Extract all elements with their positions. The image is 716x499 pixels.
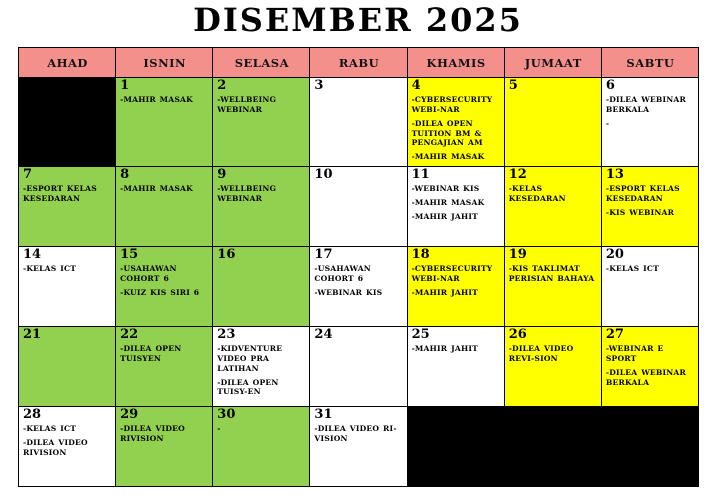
event-label: -DILEA OPEN TUISY-EN xyxy=(217,377,279,397)
day-cell-5 xyxy=(504,78,601,167)
day-number: 16 xyxy=(217,247,236,263)
day-cell-27 xyxy=(601,327,698,407)
day-number: 29 xyxy=(120,407,139,423)
day-cell-2 xyxy=(213,78,310,167)
day-number: 2 xyxy=(217,78,227,93)
day-cell-30 xyxy=(213,407,310,487)
event-label: -WEBINAR KIS xyxy=(411,184,480,194)
event-label: -WELLBEING WEBINAR xyxy=(217,94,277,114)
event-label: -DILEA VIDEO REVI-SION xyxy=(508,344,574,363)
event-label: -USAHAWAN COHORT 6 xyxy=(120,264,177,283)
event-label: -DILEA WEBINAR BERKALA xyxy=(605,94,687,114)
day-number: 15 xyxy=(120,247,139,263)
day-number: 24 xyxy=(314,327,333,343)
day-number: 7 xyxy=(23,167,33,183)
event-label: -WEBINAR E SPORT xyxy=(605,344,664,363)
empty-cell xyxy=(407,407,504,487)
day-number: 17 xyxy=(314,247,333,263)
event-label: - xyxy=(605,118,610,128)
weekday-header-khamis: KHAMIS xyxy=(407,48,504,78)
day-cell-18 xyxy=(407,247,504,327)
day-number: 31 xyxy=(314,407,333,423)
weekday-header-row xyxy=(19,48,699,78)
day-number: 4 xyxy=(411,78,421,93)
day-number: 12 xyxy=(508,167,527,183)
event-label: -KIS TAKLIMAT PERISIAN BAHAYA xyxy=(508,264,595,283)
event-label: -KIS WEBINAR xyxy=(605,207,675,217)
event-label: -DILEA VIDEO RI-VISION xyxy=(314,424,397,443)
day-number: 11 xyxy=(411,167,430,183)
event-label: -KELAS ICT xyxy=(23,264,77,274)
day-cell-15 xyxy=(116,247,213,327)
event-label: -KELAS KESEDARAN xyxy=(508,184,566,203)
day-number: 9 xyxy=(217,167,227,183)
day-cell-3 xyxy=(310,78,407,167)
day-number: 30 xyxy=(217,407,236,423)
day-number: 10 xyxy=(314,167,333,183)
day-number: 3 xyxy=(314,78,324,93)
event-label: -KELAS ICT xyxy=(605,264,659,274)
event-label: -MAHIR MASAK xyxy=(120,94,193,104)
event-label: -KIDVENTURE VIDEO PRA LATIHAN xyxy=(217,344,283,373)
event-label: -DILEA VIDEO RIVISION xyxy=(23,437,88,457)
event-label: -MAHIR JAHIT xyxy=(411,287,478,297)
day-number: 23 xyxy=(217,327,236,343)
day-cell-19 xyxy=(504,247,601,327)
day-cell-20 xyxy=(601,247,698,327)
day-cell-8 xyxy=(116,167,213,247)
week-row-1 xyxy=(19,78,699,167)
day-cell-28 xyxy=(19,407,116,487)
event-label: -MAHIR MASAK xyxy=(411,152,485,162)
day-cell-7 xyxy=(19,167,116,247)
day-number: 1 xyxy=(120,78,130,93)
weekday-header-jumaat: JUMAAT xyxy=(504,48,601,78)
event-label: -KELAS ICT xyxy=(23,424,77,434)
weekday-header-rabu: RABU xyxy=(310,48,407,78)
event-label: -ESPORT KELAS KESEDARAN xyxy=(23,184,97,203)
weekday-header-sabtu: SABTU xyxy=(601,48,698,78)
day-number: 20 xyxy=(605,247,624,263)
event-label: -MAHIR JAHIT xyxy=(411,344,478,354)
calendar-table xyxy=(18,47,699,487)
day-number: 21 xyxy=(23,327,42,343)
day-cell-16 xyxy=(213,247,310,327)
day-number: 5 xyxy=(508,78,518,93)
day-cell-1 xyxy=(116,78,213,167)
day-cell-22 xyxy=(116,327,213,407)
day-number: 14 xyxy=(23,247,42,263)
empty-cell xyxy=(601,407,698,487)
day-number: 19 xyxy=(508,247,527,263)
event-label: -KUIZ KIS SIRI 6 xyxy=(120,287,200,297)
event-label: -ESPORT KELAS KESEDARAN xyxy=(605,184,680,203)
weekday-header-selasa: SELASA xyxy=(213,48,310,78)
day-number: 8 xyxy=(120,167,130,183)
empty-cell xyxy=(504,407,601,487)
calendar-title: DISEMBER 2025 xyxy=(193,1,523,39)
event-label: -CYBERSECURITY WEBI-NAR xyxy=(411,264,493,283)
day-number: 27 xyxy=(605,327,624,343)
day-number: 22 xyxy=(120,327,139,343)
event-label: -WEBINAR KIS xyxy=(314,287,383,297)
event-label: -USAHAWAN COHORT 6 xyxy=(314,264,371,283)
day-cell-10 xyxy=(310,167,407,247)
day-number: 18 xyxy=(411,247,430,263)
event-label: -DILEA OPEN TUISYEN xyxy=(120,344,182,363)
event-label: -DILEA VIDEO RIVISION xyxy=(120,424,185,443)
day-cell-24 xyxy=(310,327,407,407)
day-cell-31 xyxy=(310,407,407,487)
day-number: 13 xyxy=(605,167,624,183)
day-cell-4 xyxy=(407,78,504,167)
event-label: -MAHIR MASAK xyxy=(120,184,193,194)
event-label: -DILEA WEBINAR BERKALA xyxy=(605,367,687,387)
event-label: - xyxy=(217,424,221,434)
day-cell-21 xyxy=(19,327,116,407)
empty-cell xyxy=(19,78,116,167)
day-cell-12 xyxy=(504,167,601,247)
day-cell-6 xyxy=(601,78,698,167)
week-row-3 xyxy=(19,247,699,327)
event-label: -MAHIR JAHIT xyxy=(411,211,478,221)
day-number: 28 xyxy=(23,407,42,423)
day-cell-23 xyxy=(213,327,310,407)
week-row-4 xyxy=(19,327,699,407)
day-cell-25 xyxy=(407,327,504,407)
day-cell-17 xyxy=(310,247,407,327)
day-number: 26 xyxy=(508,327,527,343)
day-cell-26 xyxy=(504,327,601,407)
day-cell-14 xyxy=(19,247,116,327)
weekday-header-ahad: AHAD xyxy=(19,48,116,78)
week-row-5 xyxy=(19,407,699,487)
day-number: 6 xyxy=(605,78,615,93)
day-cell-11 xyxy=(407,167,504,247)
event-label: -DILEA OPEN TUITION BM & PENGAJIAN AM xyxy=(411,118,483,148)
event-label: -MAHIR MASAK xyxy=(411,197,485,207)
event-label: -WELLBEING WEBINAR xyxy=(217,184,277,203)
event-label: -CYBERSECURITY WEBI-NAR xyxy=(411,94,493,114)
day-number: 25 xyxy=(411,327,430,343)
day-cell-13 xyxy=(601,167,698,247)
day-cell-9 xyxy=(213,167,310,247)
weekday-header-isnin: ISNIN xyxy=(116,48,213,78)
day-cell-29 xyxy=(116,407,213,487)
week-row-2 xyxy=(19,167,699,247)
